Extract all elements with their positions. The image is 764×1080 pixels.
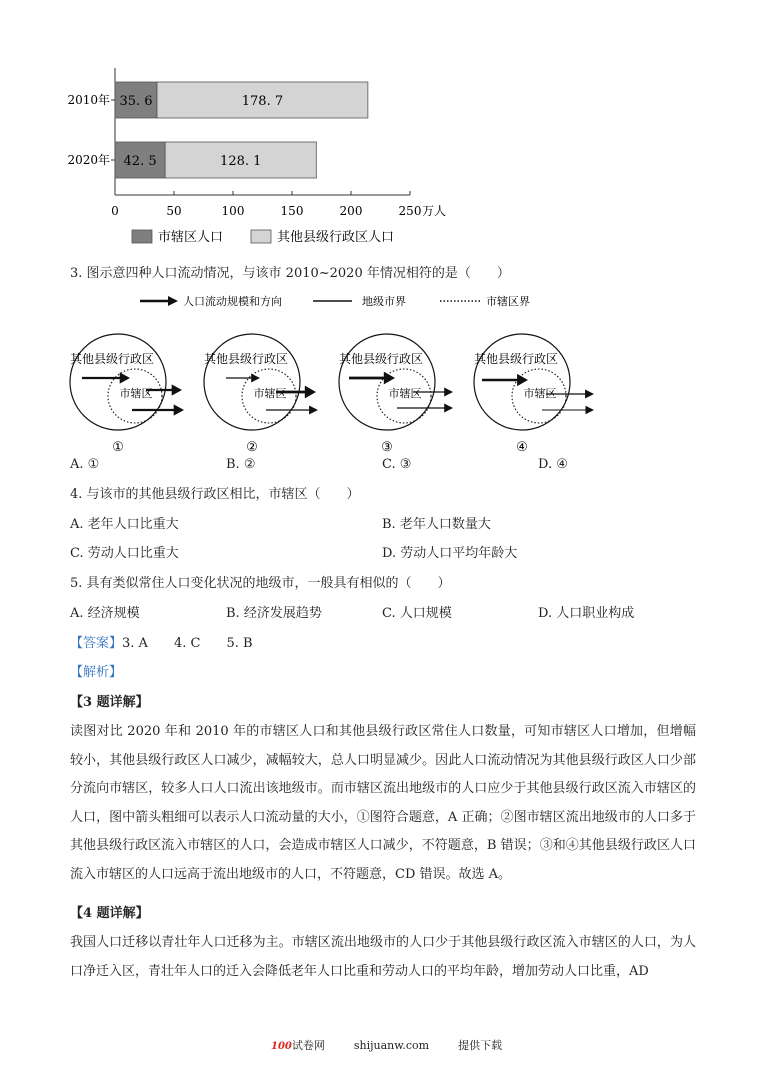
x-tick-label: 250 xyxy=(398,204,422,218)
flow-diagrams xyxy=(0,312,764,452)
diagram-number: ③ xyxy=(381,440,393,452)
q3-option-d: D. ④ xyxy=(538,457,568,472)
bar-value-label: 35. 6 xyxy=(119,94,153,109)
footer xyxy=(271,1037,502,1053)
q5-option-b: B. 经济发展趋势 xyxy=(226,606,322,621)
flow-arrowhead-icon xyxy=(309,405,318,414)
inner-region-label: 市辖区 xyxy=(523,387,557,400)
inner-region-label: 市辖区 xyxy=(119,387,153,400)
flow-arrowhead-icon xyxy=(586,406,595,414)
legend-swatch xyxy=(132,230,152,243)
category-label: 2020年 xyxy=(67,153,110,167)
legend-swatch xyxy=(251,230,271,243)
flow-arrowhead-icon xyxy=(444,388,453,397)
diagram-number: ④ xyxy=(516,440,528,452)
answer-item-3: 3. A xyxy=(122,636,148,651)
flow-arrowhead-icon xyxy=(120,372,130,383)
analysis-tag: 【解析】 xyxy=(70,665,123,680)
legend-flow-arrowhead-icon xyxy=(168,296,178,306)
bar-value-label: 178. 7 xyxy=(241,94,284,109)
q3-detail-title: 【3 题详解】 xyxy=(70,695,149,710)
legend-city-border-label: 地级市界 xyxy=(362,295,406,308)
flow-arrowhead-icon xyxy=(305,386,316,399)
outer-region-label: 其他县级行政区 xyxy=(204,352,289,366)
question3-legend xyxy=(0,290,764,312)
diagram-number: ① xyxy=(112,440,124,452)
q4-detail-text: 我国人口迁移以青壮年人口迁移为主。市辖区流出地级市的人口少于其他县级行政区流入市辖区的人口，为人口净迁入区，青壮年人口的迁入会降低老年人口比重和劳动人口的平均年龄，增加劳动人口比重，AD xyxy=(70,935,696,979)
footer-download: 提供下载 xyxy=(458,1039,503,1052)
q4-option-b: B. 老年人口数量大 xyxy=(382,517,491,532)
bar-value-label: 42. 5 xyxy=(123,154,157,169)
answer-tag: 【答案】 xyxy=(70,636,123,651)
q3-option-a: A. ① xyxy=(70,457,100,472)
population-bar-chart xyxy=(0,40,764,260)
x-tick-label: 200 xyxy=(339,204,363,218)
q3-detail-text: 读图对比 2020 年和 2010 年的市辖区人口和其他县级行政区常住人口数量，可知市辖区人口增加，但增幅较小，其他县级行政区人口减少，减幅较大，总人口明显减少。因此人口流动情况为其他县级行政区人口少部分流向市辖区，较多人口人口流出该地级市。而市辖区流出地级市的人口应少于其他县级行政区流入市辖区的人口，图中箭头粗细可以表示人口流动量的大小，①图符合题意，A 正确；②图市辖区流出地级市的人口多于其他县级行政区流入市辖区的人口，会造成市辖区人口减少，不符题意，B 错误；③和④其他县级行政区人口流入市辖区的人口远高于流出地级市的人口，不符题意，CD 错误。故选 A。 xyxy=(70,724,696,882)
question4-stem: 4. 与该市的其他县级行政区相比，市辖区（ ） xyxy=(70,487,360,502)
x-axis-unit: 万人 xyxy=(422,204,447,218)
question3-stem: 3. 图示意四种人口流动情况，与该市 2010~2020 年情况相符的是（ ） xyxy=(70,266,510,281)
bar-value-label: 128. 1 xyxy=(220,154,262,169)
q5-option-c: C. 人口规模 xyxy=(382,606,452,621)
q3-option-c: C. ③ xyxy=(382,457,412,472)
footer-domain: shijuanw.com xyxy=(353,1039,430,1052)
q5-option-a: A. 经济规模 xyxy=(70,606,140,621)
legend-label: 其他县级行政区人口 xyxy=(277,230,395,245)
outer-region-label: 其他县级行政区 xyxy=(474,352,559,366)
flow-arrowhead-icon xyxy=(251,374,260,383)
answer-line xyxy=(70,635,253,653)
flow-arrowhead-icon xyxy=(444,404,453,413)
question5-stem: 5. 具有类似常住人口变化状况的地级市，一般具有相似的（ ） xyxy=(70,576,451,591)
q4-option-c: C. 劳动人口比重大 xyxy=(70,546,179,561)
flow-arrowhead-icon xyxy=(172,384,182,395)
footer-site-name: 试卷网 xyxy=(291,1039,325,1052)
city-border-circle xyxy=(70,334,166,430)
q4-option-a: A. 老年人口比重大 xyxy=(70,517,179,532)
q4-detail-title: 【4 题详解】 xyxy=(70,906,149,921)
flow-arrowhead-icon xyxy=(384,372,395,385)
outer-region-label: 其他县级行政区 xyxy=(70,352,155,366)
q3-option-b: B. ② xyxy=(226,457,256,472)
legend-district-border-label: 市辖区界 xyxy=(486,295,530,308)
flow-arrowhead-icon xyxy=(585,389,594,398)
inner-region-label: 市辖区 xyxy=(253,387,287,400)
outer-region-label: 其他县级行政区 xyxy=(339,352,424,366)
flow-arrowhead-icon xyxy=(517,374,528,386)
x-tick-label: 100 xyxy=(221,204,245,218)
inner-region-label: 市辖区 xyxy=(388,387,422,400)
flow-arrowhead-icon xyxy=(174,404,184,415)
legend-label: 市辖区人口 xyxy=(158,230,224,245)
q4-option-d: D. 劳动人口平均年龄大 xyxy=(382,546,518,561)
diagram-number: ② xyxy=(246,440,258,452)
legend-flow-label: 人口流动规模和方向 xyxy=(183,295,282,308)
answer-item-5: 5. B xyxy=(226,636,253,651)
answer-item-4: 4. C xyxy=(173,636,201,651)
site-logo: 100 xyxy=(271,1041,292,1052)
x-tick-label: 0 xyxy=(111,204,119,218)
category-label: 2010年 xyxy=(67,93,110,107)
q5-option-d: D. 人口职业构成 xyxy=(538,606,635,621)
x-tick-label: 50 xyxy=(166,204,182,218)
x-tick-label: 150 xyxy=(280,204,304,218)
